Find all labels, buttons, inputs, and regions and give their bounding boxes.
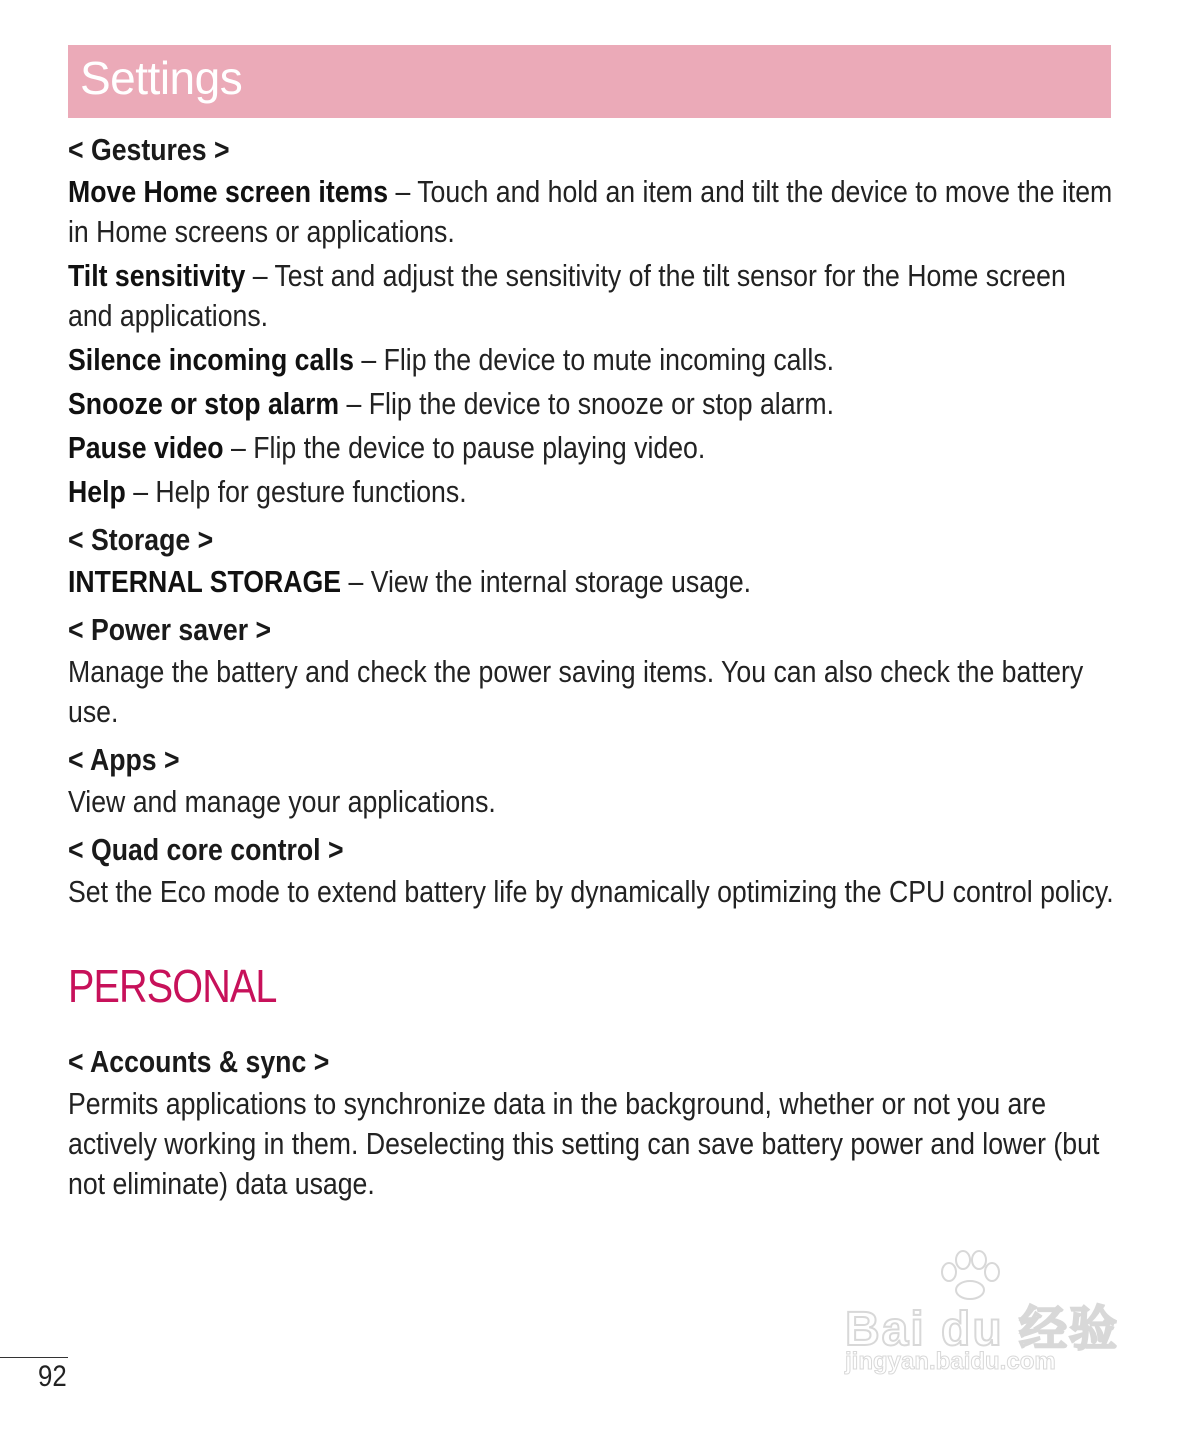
item-silence-incoming-calls	[68, 340, 1117, 380]
watermark-url: jingyan.baidu.com	[845, 1348, 1056, 1375]
quad-core-text: Set the Eco mode to extend battery life by dynamically optimizing the CPU control policy.	[68, 874, 1114, 909]
item-term: Tilt sensitivity	[68, 258, 246, 293]
power-saver-text: Manage the battery and check the power saving items. You can also check the battery use.	[68, 654, 1084, 729]
section-heading-apps: < Apps >	[68, 742, 180, 777]
item-desc: – Help for gesture functions.	[125, 474, 467, 509]
content	[68, 128, 1117, 1208]
section-heading-accounts-sync: < Accounts & sync >	[68, 1044, 330, 1079]
item-term: Silence incoming calls	[68, 342, 354, 377]
accounts-sync-text: Permits applications to synchronize data in the background, whether or not you are actively working in them. Deselecting this setting can save battery power and lower (but not eliminate) data usage.	[68, 1086, 1100, 1201]
baidu-watermark	[845, 1250, 1125, 1390]
item-tilt-sensitivity	[68, 256, 1117, 336]
item-desc: – Flip the device to pause playing video.	[223, 430, 706, 465]
item-term: Pause video	[68, 430, 224, 465]
apps-text: View and manage your applications.	[68, 784, 496, 819]
item-desc: – View the internal storage usage.	[341, 564, 752, 599]
item-term: INTERNAL STORAGE	[68, 564, 342, 599]
item-term: Help	[68, 474, 126, 509]
item-help	[68, 472, 1117, 512]
section-heading-gestures: < Gestures >	[68, 132, 230, 167]
item-snooze-or-stop-alarm	[68, 384, 1117, 424]
personal-heading: PERSONAL	[68, 960, 277, 1012]
item-move-home-screen-items	[68, 172, 1117, 252]
item-pause-video	[68, 428, 1117, 468]
item-internal-storage	[68, 562, 1117, 602]
item-desc: – Flip the device to snooze or stop alarm.	[339, 386, 835, 421]
page-number: 92	[38, 1360, 67, 1393]
item-term: Snooze or stop alarm	[68, 386, 340, 421]
watermark-brand: Bai du 经验	[845, 1303, 1120, 1356]
page-number-rule	[0, 1357, 68, 1358]
section-heading-power-saver: < Power saver >	[68, 612, 272, 647]
page-title: Settings	[80, 52, 243, 104]
item-desc: – Flip the device to mute incoming calls.	[353, 342, 835, 377]
item-desc: – Test and adjust the sensitivity of the tilt sensor for the Home screen and applications.	[68, 258, 1066, 333]
section-heading-storage: < Storage >	[68, 522, 214, 557]
section-heading-quad-core-control: < Quad core control >	[68, 832, 344, 867]
item-term: Move Home screen items	[68, 174, 389, 209]
header-band	[68, 45, 1111, 118]
item-desc: – Touch and hold an item and tilt the device to move the item in Home screens or applications.	[68, 174, 1113, 249]
